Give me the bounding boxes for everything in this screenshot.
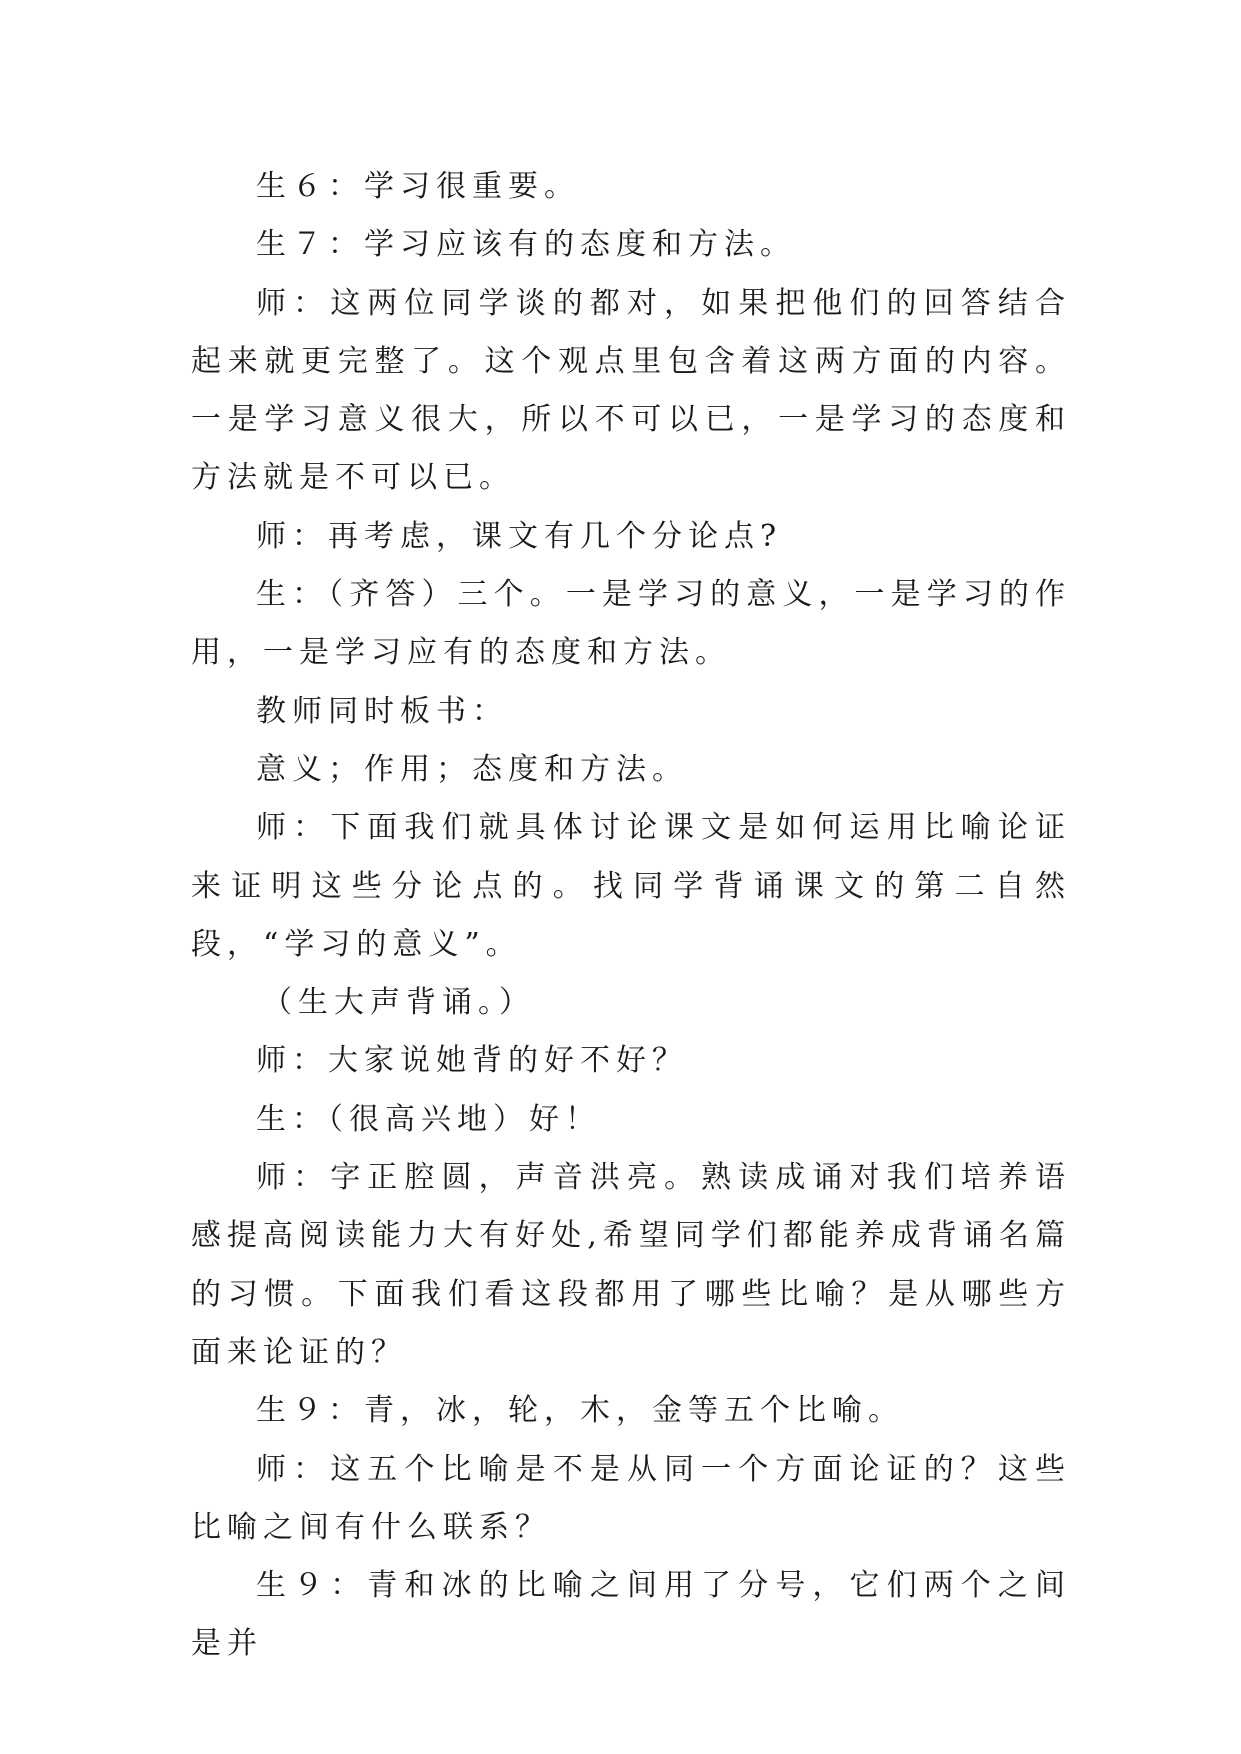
paragraph-recitation: （生大声背诵。）: [262, 985, 535, 1021]
paragraph-blackboard-content: 意义；作用；态度和方法。: [256, 751, 688, 787]
paragraph-student-9-metaphors: 生９：青，冰，轮，木，金等五个比喻。: [256, 1393, 904, 1429]
paragraph-teacher-ask: 师：大家说她背的好不好？: [256, 1043, 688, 1079]
document-body: [191, 158, 1071, 1674]
paragraph-students-answer: 生：（齐答）三个。一是学习的意义，一是学习的作用，一是学习应有的态度和方法。: [191, 577, 1071, 671]
paragraph-student-6: 生６：学习很重要。: [256, 169, 580, 204]
paragraph-teacher-comment: 师：这两位同学谈的都对，如果把他们的回答结合起来就更完整了。这个观点里包含着这两方面的内容。一是学习意义很大，所以不可以已，一是学习的态度和方法就是不可以已。: [191, 285, 1071, 496]
paragraph-blackboard-note: 教师同时板书：: [256, 693, 508, 729]
paragraph-student-9-analysis: 生９：青和冰的比喻之间用了分号，它们两个之间是并: [191, 1568, 1071, 1662]
paragraph-teacher-praise: 师：字正腔圆，声音洪亮。熟读成诵对我们培养语感提高阅读能力大有好处,希望同学们都能养成背诵名篇的习惯。下面我们看这段都用了哪些比喻？是从哪些方面来论证的？: [191, 1160, 1071, 1370]
paragraph-student-7: 生７：学习应该有的态度和方法。: [256, 227, 796, 263]
paragraph-students-reply: 生：（很高兴地）好！: [256, 1101, 601, 1137]
paragraph-teacher-followup: 师：这五个比喻是不是从同一个方面论证的？这些比喻之间有什么联系？: [191, 1451, 1071, 1545]
paragraph-teacher-instruction: 师：下面我们就具体讨论课文是如何运用比喻论证来证明这些分论点的。找同学背诵课文的第二自然段，“学习的意义”。: [191, 810, 1071, 962]
paragraph-teacher-question: 师：再考虑，课文有几个分论点?: [256, 518, 783, 554]
